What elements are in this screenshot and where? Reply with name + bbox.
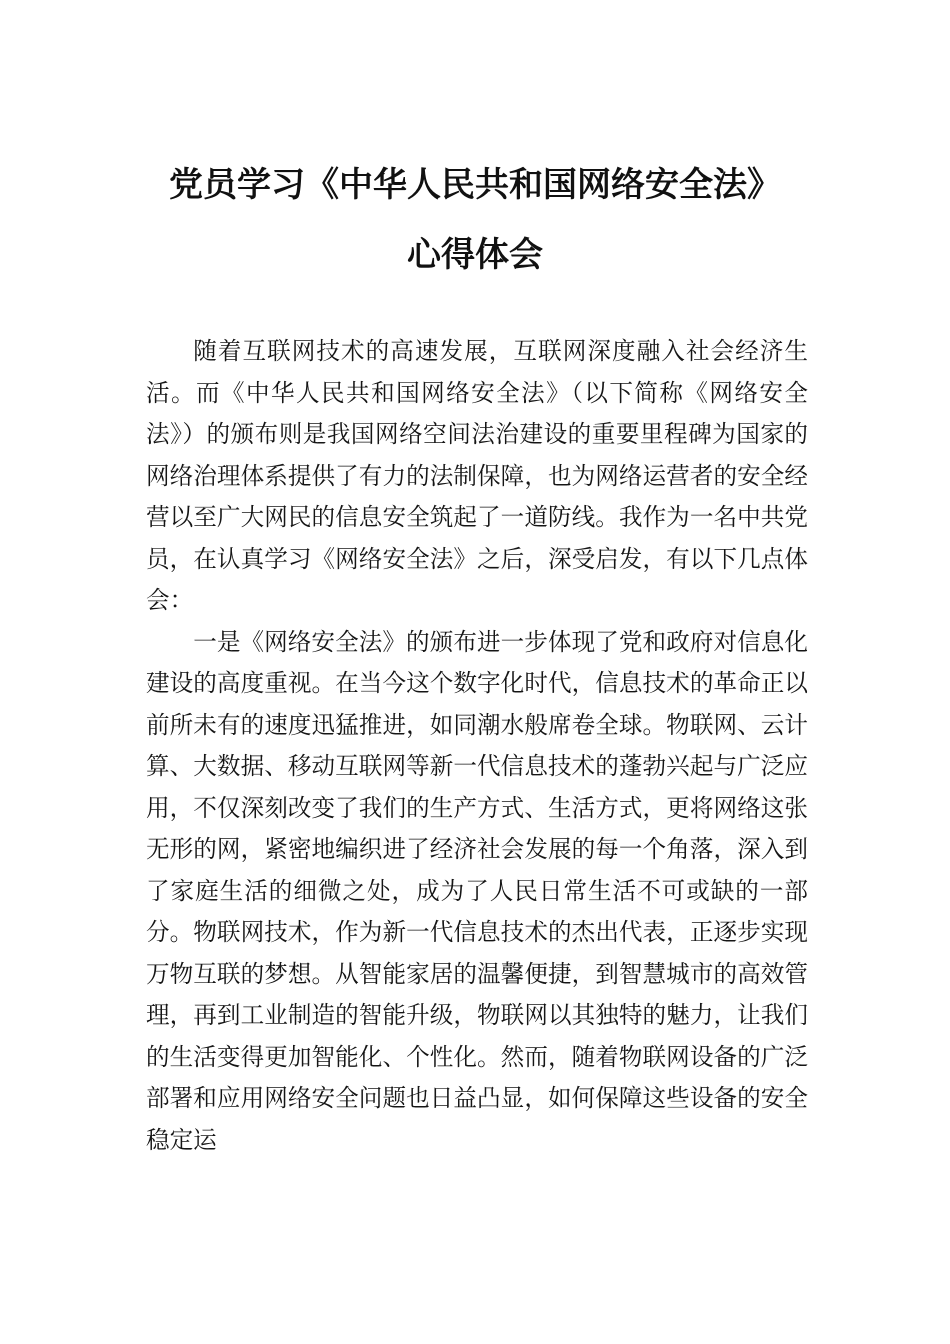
document-title-line-1: 党员学习《中华人民共和国网络安全法》 — [169, 165, 781, 205]
document-body — [146, 331, 808, 1161]
paragraph-intro: 随着互联网技术的高速发展，互联网深度融入社会经济生活。而《中华人民共和国网络安全法》（以下简称《网络安全法》）的颁布则是我国网络空间法治建设的重要里程碑为国家的网络治理体系提供了有力的法制保障，也为网络运营者的安全经营以至广大网民的信息安全筑起了一道防线。我作为一名中共党员，在认真学习《网络安全法》之后，深受启发，有以下几点体会： — [146, 337, 808, 614]
paragraph-point-one: 一是《网络安全法》的颁布进一步体现了党和政府对信息化建设的高度重视。在当今这个数字化时代，信息技术的革命正以前所未有的速度迅猛推进，如同潮水般席卷全球。物联网、云计算、大数据、移动互联网等新一代信息技术的蓬勃兴起与广泛应用，不仅深刻改变了我们的生产方式、生活方式，更将网络这张无形的网，紧密地编织进了经济社会发展的每一个角落，深入到了家庭生活的细微之处，成为了人民日常生活不可或缺的一部分。物联网技术，作为新一代信息技术的杰出代表，正逐步实现万物互联的梦想。从智能家居的温馨便捷，到智慧城市的高效管理，再到工业制造的智能升级，物联网以其独特的魅力，让我们的生活变得更加智能化、个性化。然而，随着物联网设备的广泛部署和应用网络安全问题也日益凸显，如何保障这些设备的安全稳定运 — [146, 627, 808, 1154]
document-title-line-2: 心得体会 — [407, 235, 543, 275]
